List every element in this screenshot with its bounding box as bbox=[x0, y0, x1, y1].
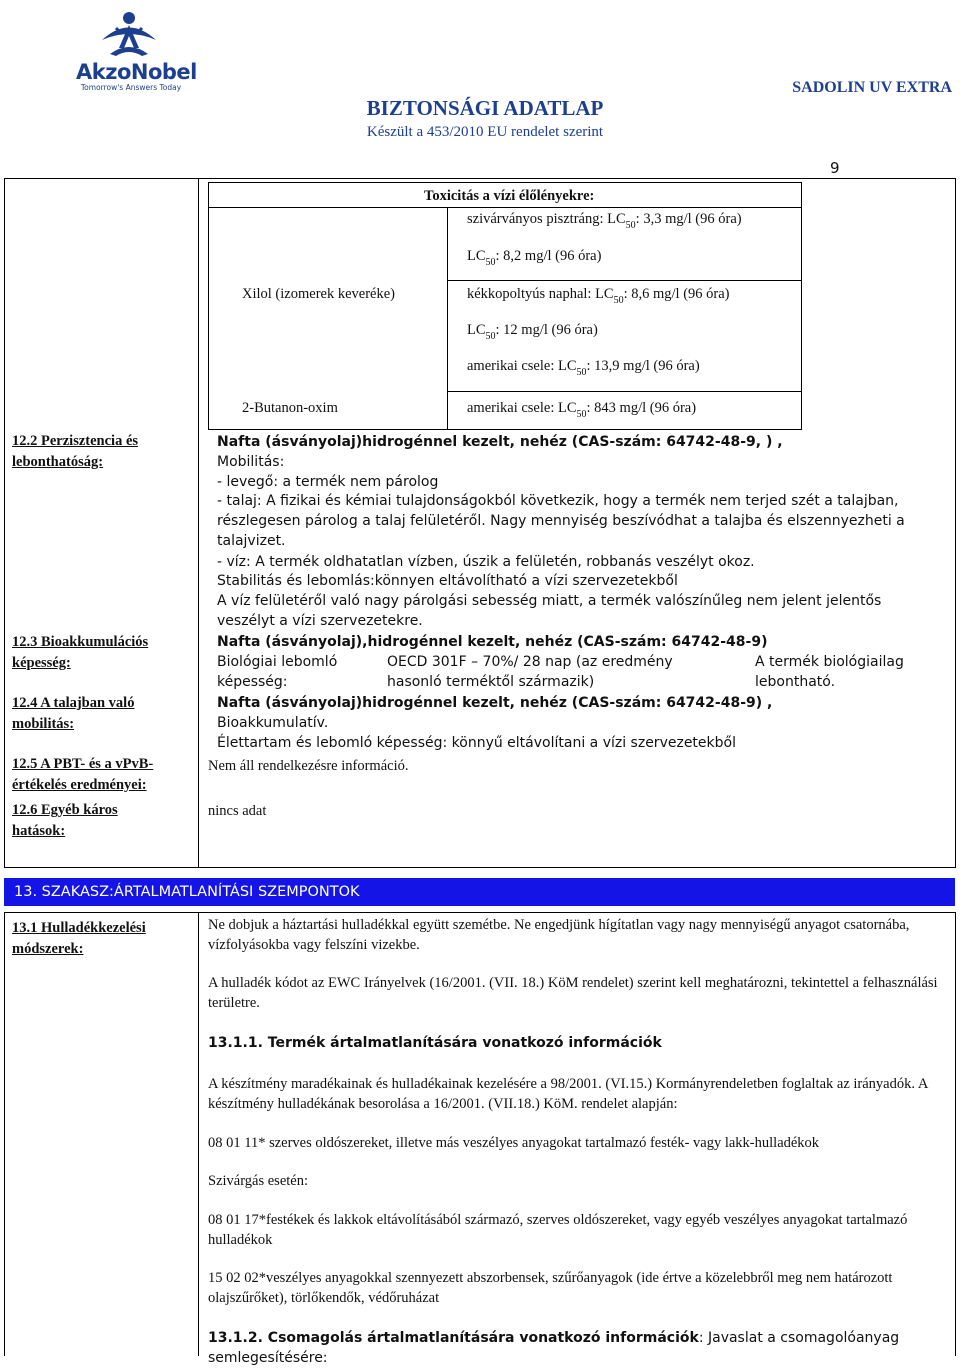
butanon-name: 2-Butanon-oxim bbox=[242, 400, 338, 416]
logo-figure-icon bbox=[72, 10, 187, 62]
mobilitas-water: - víz: A termék oldhatatlan vízben, úszik a felületén, robbanás veszélyt okoz. bbox=[217, 554, 755, 570]
biodeg-result: A termék biológiailag lebontható. bbox=[755, 654, 904, 690]
mobilitas-air: - levegő: a termék nem párolog bbox=[217, 474, 439, 490]
heading-13-1-2 bbox=[208, 1328, 944, 1368]
nafta-heading-2: Nafta (ásványolaj),hidrogénnel kezelt, nehéz (CAS-szám: 64742-48-9) bbox=[217, 634, 768, 650]
frame-divider bbox=[198, 178, 199, 868]
section-13-title: 13. SZAKASZ:ÁRTALMATLANÍTÁSI SZEMPONTOK bbox=[14, 884, 360, 900]
document-subtitle: Készült a 453/2010 EU rendelet szerint bbox=[366, 124, 604, 140]
disposal-p2: A hulladék kódot az EWC Irányelvek (16/2001. (VII. 18.) KöM rendelet) szerint kell meghatározni, tekintettel a felhasználási területre. bbox=[208, 975, 938, 1011]
label-12-5: 12.5 A PBT- és a vPvB-értékelés eredményei: bbox=[12, 756, 154, 793]
product-name: SADOLIN UV EXTRA bbox=[792, 79, 952, 96]
section-13-header bbox=[4, 878, 955, 906]
page-number: 9 bbox=[830, 159, 840, 177]
disposal-p5: Szivárgás esetén: bbox=[208, 1173, 308, 1189]
frame-right bbox=[955, 178, 956, 868]
disposal-p6: 08 01 17*festékek és lakkok eltávolításából származó, szerves oldószereket, vagy egyéb veszélyes anyagokat tartalmazó hulladékok bbox=[208, 1212, 908, 1248]
label-12-2: 12.2 Perzisztencia és lebonthatóság: bbox=[12, 433, 139, 470]
lifetime-text: Élettartam és lebomló képesség: könnyű eltávolítani a vízi szervezetekből bbox=[217, 735, 736, 751]
label-12-3: 12.3 Bioakkumulációs képesség: bbox=[12, 634, 149, 671]
label-12-6: 12.6 Egyéb káros hatások: bbox=[12, 802, 118, 839]
tox-line: amerikai csele: $LC_{50}$: 843 mg/l (96 óra) bbox=[467, 400, 697, 420]
tox-line: kékkopoltyús naphal: $LC_{50}$: 8,6 mg/l (96 óra) bbox=[467, 286, 730, 306]
tox-line: $LC_{50}$: 8,2 mg/l (96 óra) bbox=[467, 248, 602, 268]
disposal-p3: A készítmény maradékainak és hulladékainak kezelésére a 98/2001. (VI.15.) Kormányrendeletben foglaltak az irányadók. A készítmény hulladékának besorolása a 16/2001. (VII.18.) KöM. rendelet alapján: bbox=[208, 1076, 928, 1112]
biodeg-method: OECD 301F – 70%/ 28 nap (az eredmény hasonló terméktől származik) bbox=[387, 654, 673, 690]
tox-line: $LC_{50}$: 12 mg/l (96 óra) bbox=[467, 322, 598, 342]
tox-table bbox=[208, 182, 802, 430]
label-13-1: 13.1 Hulladékkezelési módszerek: bbox=[12, 920, 146, 957]
disposal-p1: Ne dobjuk a háztartási hulladékkal együtt szemétbe. Ne engedjünk hígítatlan vagy nagy mennyiségű anyagot csatornába, vízfolyásokba vagy felszíni vizekbe. bbox=[208, 917, 910, 953]
akzonobel-logo bbox=[72, 10, 197, 95]
mobilitas-heading: Mobilitás: bbox=[217, 454, 285, 470]
disposal-p7: 15 02 02*veszélyes anyagokkal szennyezett abszorbensek, szűrőanyagok (ide értve a közelebbről meg nem határozott olajszűrőket), törlőkendők, védőruházat bbox=[208, 1270, 893, 1306]
label-12-4: 12.4 A talajban való mobilitás: bbox=[12, 695, 135, 732]
heading-13-1-2-bold: 13.1.2. Csomagolás ártalmatlanítására vonatkozó információk bbox=[208, 1330, 699, 1346]
biodeg-label: Biológiai lebomló képesség: bbox=[217, 654, 338, 690]
document-title: BIZTONSÁGI ADATLAP bbox=[366, 96, 604, 120]
disposal-p4: 08 01 11* szerves oldószereket, illetve más veszélyes anyagokat tartalmazó festék- vagy lakk-hulladékok bbox=[208, 1135, 820, 1151]
bioaccumulative-text: Bioakkumulatív. bbox=[217, 715, 329, 731]
heading-13-1-1: 13.1.1. Termék ártalmatlanítására vonatkozó információk bbox=[208, 1035, 662, 1051]
frame-top bbox=[4, 178, 955, 179]
stability-text: Stabilitás és lebomlás:könnyen eltávolítható a vízi szervezetekből bbox=[217, 573, 678, 589]
nafta-heading-1: Nafta (ásványolaj)hidrogénnel kezelt, nehéz (CAS-szám: 64742-48-9, ) , bbox=[217, 434, 783, 450]
nafta-heading-3: Nafta (ásványolaj)hidrogénnel kezelt, nehéz (CAS-szám: 64742-48-9) , bbox=[217, 695, 773, 711]
tox-line: szivárványos pisztráng: $LC_{50}$: 3,3 mg/l (96 óra) bbox=[467, 211, 742, 231]
heading-13-1-2-rest: : Javaslat a csomagolóanyag semlegesítésére: bbox=[208, 1330, 900, 1366]
evaporation-text: A víz felületéről való nagy párolgási sebesség miatt, a termék valószínűleg nem jelent jelentős veszélyt a vízi szervezetekre. bbox=[217, 593, 882, 629]
frame-bottom bbox=[4, 867, 955, 868]
tox-heading: Toxicitás a vízi élőlényekre: bbox=[424, 188, 595, 204]
other-effects-value: nincs adat bbox=[208, 803, 267, 819]
mobilitas-soil: - talaj: A fizikai és kémiai tulajdonságokból következik, hogy a termék nem terjed szét a talajban, részlegesen párolog a talaj felületéről. Nagy mennyiség beszívódhat a talajba és elszennyezheti a talajvizet. bbox=[217, 493, 905, 549]
logo-tagline: Tomorrow's Answers Today bbox=[80, 83, 182, 92]
logo-brand: AkzoNobel bbox=[76, 60, 197, 84]
xilol-name: Xilol (izomerek keveréke) bbox=[242, 286, 395, 302]
frame-left bbox=[4, 178, 5, 868]
tox-line: amerikai csele: $LC_{50}$: 13,9 mg/l (96 óra) bbox=[467, 358, 700, 378]
pbt-value: Nem áll rendelkezésre információ. bbox=[208, 758, 409, 774]
